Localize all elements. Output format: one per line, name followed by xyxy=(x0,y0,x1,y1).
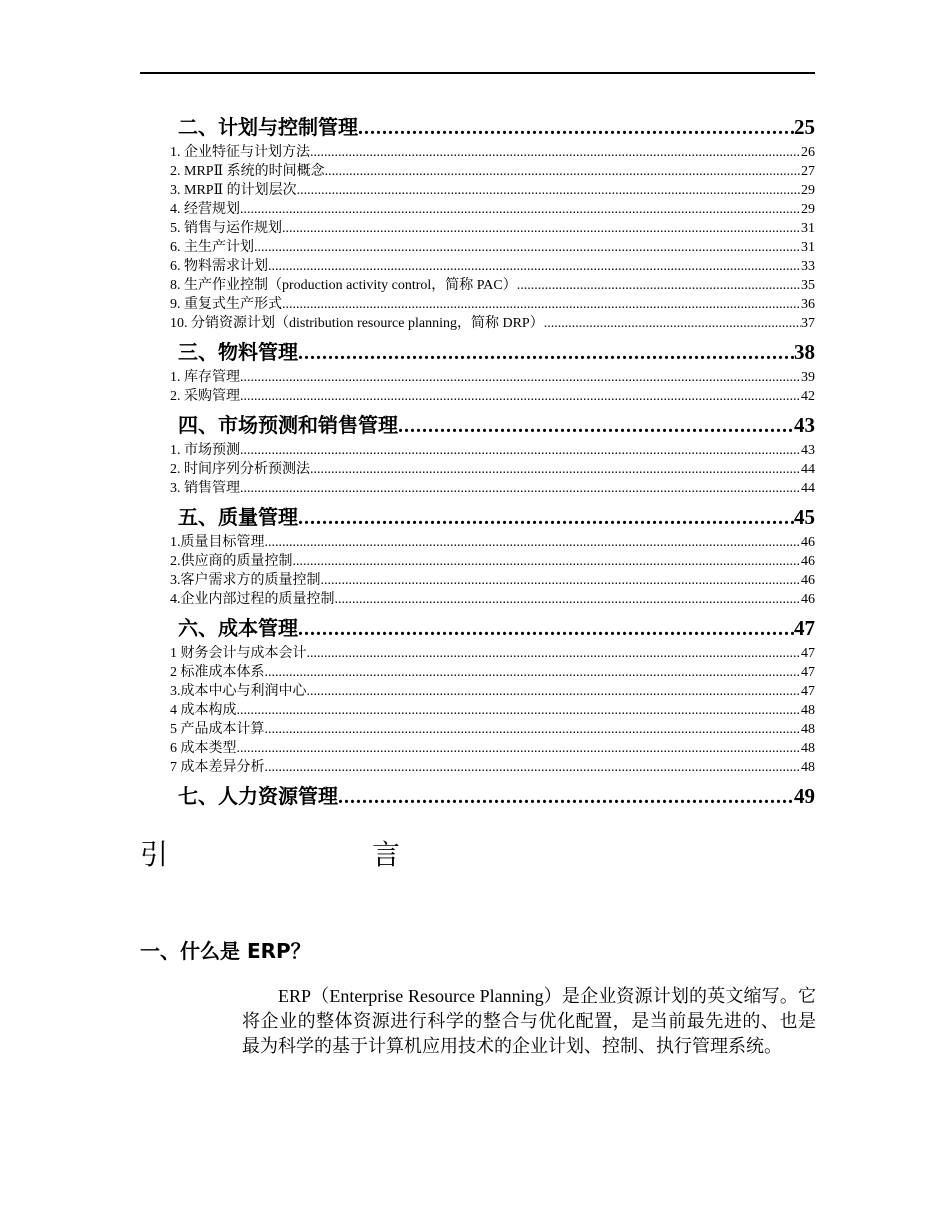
toc-entry-label: 2. MRPⅡ 系统的时间概念 xyxy=(170,164,325,179)
toc-page-number: 47 xyxy=(801,665,815,680)
toc-dot-leader xyxy=(298,614,794,644)
toc-dot-leader xyxy=(398,411,794,441)
toc-entry[interactable] xyxy=(170,219,815,238)
toc-dot-leader xyxy=(307,682,802,701)
toc-page-number: 48 xyxy=(801,722,815,737)
toc-page-number: 46 xyxy=(801,535,815,550)
toc-entry[interactable] xyxy=(170,720,815,739)
toc-entry[interactable] xyxy=(170,257,815,276)
toc-page-number: 43 xyxy=(801,443,815,458)
toc-entry[interactable] xyxy=(170,533,815,552)
header-rule xyxy=(140,72,815,74)
toc-section-heading[interactable] xyxy=(170,112,815,143)
toc-section-gap xyxy=(170,812,815,816)
toc-section xyxy=(170,781,815,816)
toc-dot-leader xyxy=(240,387,801,406)
toc-entry-label: 6 成本类型 xyxy=(170,741,237,756)
toc-entry[interactable] xyxy=(170,644,815,663)
toc-dot-leader xyxy=(265,663,802,682)
toc-page-number: 46 xyxy=(801,573,815,588)
toc-dot-leader xyxy=(237,701,802,720)
toc-page-number: 48 xyxy=(801,741,815,756)
toc-page-number: 25 xyxy=(794,115,815,139)
toc-entry-label: 2.供应商的质量控制 xyxy=(170,554,293,569)
toc-entry-label: 6. 物料需求计划 xyxy=(170,259,268,274)
toc-dot-leader xyxy=(544,314,801,333)
toc-entry-label: 1. 企业特征与计划方法 xyxy=(170,145,310,160)
toc-entry-label: 6. 主生产计划 xyxy=(170,240,254,255)
toc-dot-leader xyxy=(254,238,801,257)
toc-entry[interactable] xyxy=(170,162,815,181)
toc-page-number: 47 xyxy=(801,684,815,699)
toc-page-number: 47 xyxy=(801,646,815,661)
toc-section-heading[interactable] xyxy=(170,613,815,644)
toc-dot-leader xyxy=(240,479,801,498)
toc-entry[interactable] xyxy=(170,571,815,590)
toc-dot-leader xyxy=(265,533,802,552)
toc-dot-leader xyxy=(265,758,802,777)
intro-title-char-2: 言 xyxy=(371,838,400,871)
toc-entry[interactable] xyxy=(170,368,815,387)
toc-section xyxy=(170,410,815,502)
toc-section-title: 五、质量管理 xyxy=(178,505,298,529)
toc-entry-label: 1 财务会计与成本会计 xyxy=(170,646,307,661)
toc-dot-leader xyxy=(338,782,794,812)
intro-title xyxy=(140,835,400,875)
toc-dot-leader xyxy=(307,644,802,663)
toc-page-number: 31 xyxy=(801,240,815,255)
toc-page-number: 35 xyxy=(801,278,815,293)
toc-entry[interactable] xyxy=(170,701,815,720)
toc-dot-leader xyxy=(298,503,794,533)
toc-page-number: 37 xyxy=(801,316,815,331)
toc-entry-label: 3. 销售管理 xyxy=(170,481,240,496)
toc-section xyxy=(170,613,815,781)
toc-entry-label: 1. 市场预测 xyxy=(170,443,240,458)
toc-dot-leader xyxy=(297,181,801,200)
table-of-contents xyxy=(170,112,815,816)
toc-page-number: 39 xyxy=(801,370,815,385)
toc-dot-leader xyxy=(265,720,802,739)
toc-section xyxy=(170,112,815,337)
toc-entry-label: 1. 库存管理 xyxy=(170,370,240,385)
toc-dot-leader xyxy=(310,460,801,479)
toc-dot-leader xyxy=(268,257,801,276)
toc-dot-leader xyxy=(310,143,801,162)
toc-page-number: 44 xyxy=(801,462,815,477)
toc-section-heading[interactable] xyxy=(170,337,815,368)
toc-dot-leader xyxy=(240,441,801,460)
toc-dot-leader xyxy=(321,571,802,590)
toc-page-number: 45 xyxy=(794,505,815,529)
toc-page-number: 29 xyxy=(801,202,815,217)
toc-entry-label: 8. 生产作业控制（production activity control，简称 PAC） xyxy=(170,278,517,293)
toc-section-heading[interactable] xyxy=(170,502,815,533)
toc-page-number: 29 xyxy=(801,183,815,198)
toc-dot-leader xyxy=(325,162,801,181)
toc-section-title: 三、物料管理 xyxy=(178,340,298,364)
toc-entry-label: 2. 时间序列分析预测法 xyxy=(170,462,310,477)
toc-page-number: 42 xyxy=(801,389,815,404)
toc-entry[interactable] xyxy=(170,295,815,314)
toc-entry[interactable] xyxy=(170,181,815,200)
toc-entry-label: 9. 重复式生产形式 xyxy=(170,297,282,312)
toc-page-number: 47 xyxy=(794,616,815,640)
toc-entry-label: 5 产品成本计算 xyxy=(170,722,265,737)
toc-entry-label: 7 成本差异分析 xyxy=(170,760,265,775)
toc-section-title: 二、计划与控制管理 xyxy=(178,115,358,139)
toc-page-number: 48 xyxy=(801,760,815,775)
toc-entry-label: 2. 采购管理 xyxy=(170,389,240,404)
toc-entry[interactable] xyxy=(170,758,815,777)
toc-page-number: 48 xyxy=(801,703,815,718)
toc-entry-label: 5. 销售与运作规划 xyxy=(170,221,282,236)
toc-page-number: 46 xyxy=(801,554,815,569)
toc-dot-leader xyxy=(237,739,802,758)
toc-section-title: 七、人力资源管理 xyxy=(178,784,338,808)
toc-entry[interactable] xyxy=(170,276,815,295)
toc-entry-label: 3. MRPⅡ 的计划层次 xyxy=(170,183,297,198)
toc-entry-label: 3.客户需求方的质量控制 xyxy=(170,573,321,588)
toc-entry-label: 4.企业内部过程的质量控制 xyxy=(170,592,335,607)
toc-page-number: 44 xyxy=(801,481,815,496)
toc-entry-label: 4 成本构成 xyxy=(170,703,237,718)
toc-section xyxy=(170,502,815,613)
toc-entry[interactable] xyxy=(170,200,815,219)
toc-page-number: 33 xyxy=(801,259,815,274)
toc-dot-leader xyxy=(282,219,801,238)
toc-entry-label: 3.成本中心与利润中心 xyxy=(170,684,307,699)
toc-entry[interactable] xyxy=(170,387,815,406)
toc-entry[interactable] xyxy=(170,682,815,701)
toc-page-number: 38 xyxy=(794,340,815,364)
toc-dot-leader xyxy=(293,552,802,571)
toc-page-number: 36 xyxy=(801,297,815,312)
toc-entry[interactable] xyxy=(170,143,815,162)
toc-page-number: 26 xyxy=(801,145,815,160)
toc-entry[interactable] xyxy=(170,590,815,609)
toc-page-number: 43 xyxy=(794,413,815,437)
toc-entry-label: 2 标准成本体系 xyxy=(170,665,265,680)
toc-dot-leader xyxy=(240,200,801,219)
toc-section-heading[interactable] xyxy=(170,410,815,441)
toc-dot-leader xyxy=(282,295,801,314)
toc-page-number: 31 xyxy=(801,221,815,236)
toc-section xyxy=(170,337,815,410)
toc-entry[interactable] xyxy=(170,739,815,758)
toc-dot-leader xyxy=(517,276,801,295)
toc-page-number: 46 xyxy=(801,592,815,607)
erp-definition-paragraph: ERP（Enterprise Resource Planning）是企业资源计划的英文缩写。它将企业的整体资源进行科学的整合与优化配置，是当前最先进的、也是最为科学的基于计算机应用技术的企业计划、控制、执行管理系统。 xyxy=(242,986,816,1056)
toc-section-heading[interactable] xyxy=(170,781,815,812)
toc-section-title: 六、成本管理 xyxy=(178,616,298,640)
toc-entry[interactable] xyxy=(170,479,815,498)
toc-dot-leader xyxy=(358,113,794,143)
toc-entry[interactable] xyxy=(170,663,815,682)
toc-entry[interactable] xyxy=(170,314,815,333)
toc-entry-label: 1.质量目标管理 xyxy=(170,535,265,550)
toc-entry-label: 4. 经营规划 xyxy=(170,202,240,217)
toc-entry[interactable] xyxy=(170,441,815,460)
toc-dot-leader xyxy=(240,368,801,387)
toc-dot-leader xyxy=(335,590,802,609)
toc-entry-label: 10. 分销资源计划（distribution resource planning，简称 DRP） xyxy=(170,316,544,331)
toc-page-number: 49 xyxy=(794,784,815,808)
section-heading-what-is-erp: 一、什么是 ERP？ xyxy=(140,939,311,963)
toc-section-title: 四、市场预测和销售管理 xyxy=(178,413,398,437)
toc-entry[interactable] xyxy=(170,460,815,479)
intro-title-char-1: 引 xyxy=(140,838,169,871)
toc-entry[interactable] xyxy=(170,552,815,571)
toc-page-number: 27 xyxy=(801,164,815,179)
toc-entry[interactable] xyxy=(170,238,815,257)
toc-dot-leader xyxy=(298,338,794,368)
